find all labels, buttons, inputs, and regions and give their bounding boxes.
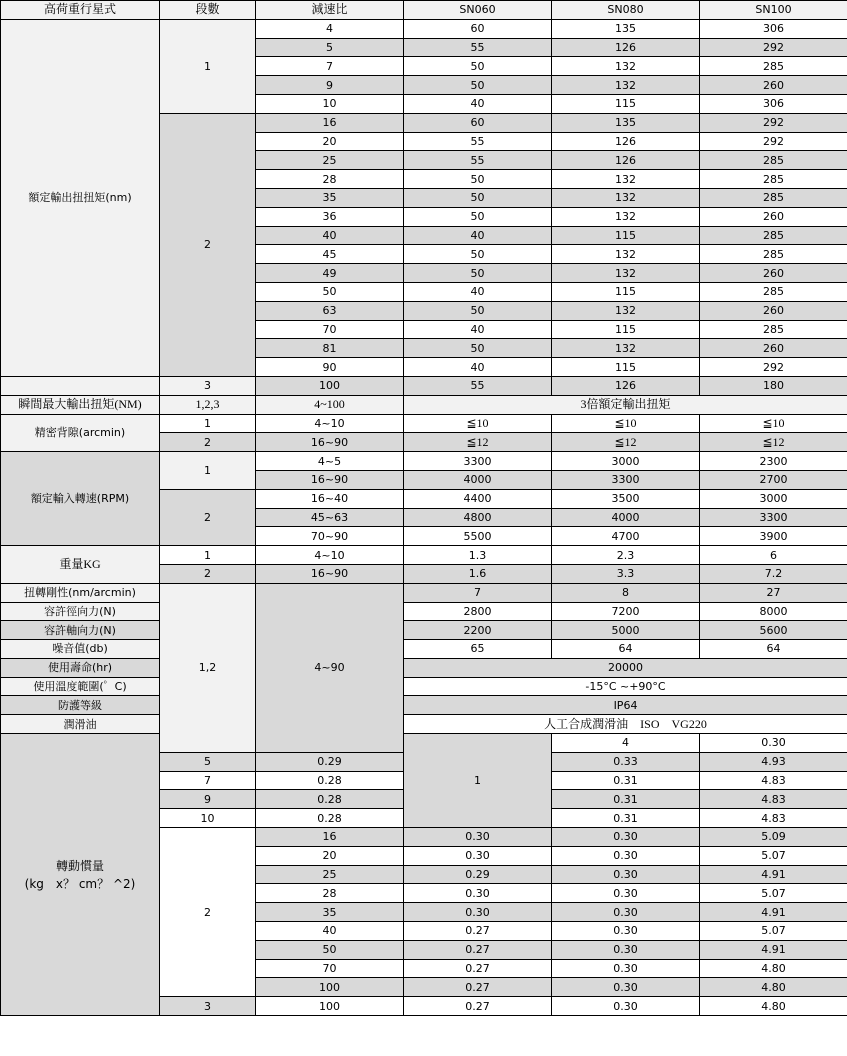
speed-cell: 2700 — [700, 470, 847, 489]
lube-row — [1, 715, 847, 734]
inertia-cell: 4.80 — [700, 978, 847, 997]
noise-label: 噪音值(db) — [1, 640, 160, 659]
ratio-cell: 40 — [256, 226, 404, 245]
torque-value-cell: 126 — [552, 38, 700, 57]
inertia-cell: 4.91 — [700, 903, 847, 922]
weight-cell: 4~10 — [256, 546, 404, 565]
header-model: 高荷重行星式 — [1, 1, 160, 20]
radial-label: 容許徑向力(N) — [1, 602, 160, 621]
torque-value-cell: 40 — [404, 94, 552, 113]
ratio-cell: 7 — [256, 57, 404, 76]
torque-value-cell: 126 — [552, 376, 700, 395]
inertia-stage-3: 3 — [160, 997, 256, 1016]
inertia-cell: 0.30 — [552, 959, 700, 978]
inertia-cell: 0.27 — [404, 940, 552, 959]
misc-stage: 1,2 — [160, 583, 256, 752]
inertia-cell: 0.30 — [700, 734, 847, 753]
speed-cell: 5500 — [404, 527, 552, 546]
header-sn100: SN100 — [700, 1, 847, 20]
inertia-cell: 0.30 — [552, 903, 700, 922]
ratio-cell: 49 — [256, 264, 404, 283]
inertia-cell: 0.30 — [552, 997, 700, 1016]
inertia-cell: 5.07 — [700, 922, 847, 941]
ratio-cell: 25 — [256, 151, 404, 170]
weight-cell: 6 — [700, 546, 847, 565]
torque-value-cell: 115 — [552, 320, 700, 339]
torque-value-cell: 115 — [552, 282, 700, 301]
inertia-cell: 70 — [256, 959, 404, 978]
peak-ratio: 4~100 — [256, 395, 404, 414]
torque-value-cell: 292 — [700, 38, 847, 57]
inertia-cell: 7 — [160, 771, 256, 790]
inertia-cell: 50 — [256, 940, 404, 959]
ratio-cell: 10 — [256, 94, 404, 113]
ratio-cell: 70 — [256, 320, 404, 339]
torque-value-cell: 55 — [404, 376, 552, 395]
speed-cell: 3000 — [552, 452, 700, 471]
torque-value-cell: 285 — [700, 282, 847, 301]
inertia-label-line2: (kg x？ cm？ ^2) — [24, 876, 136, 891]
stiffness-label: 扭轉剛性(nm/arcmin) — [1, 583, 160, 602]
ratio-cell: 4 — [256, 19, 404, 38]
speed-cell: 4~5 — [256, 452, 404, 471]
life-row — [1, 658, 847, 677]
torque-value-cell: 115 — [552, 358, 700, 377]
inertia-cell: 40 — [256, 922, 404, 941]
speed-cell: 3300 — [552, 470, 700, 489]
inertia-cell: 0.30 — [404, 884, 552, 903]
speed-stage-2: 2 — [160, 489, 256, 545]
torque-value-cell: 285 — [700, 245, 847, 264]
inertia-label — [1, 734, 160, 1016]
torque-value-cell: 55 — [404, 151, 552, 170]
inertia-cell: 0.27 — [404, 922, 552, 941]
torque-value-cell: 60 — [404, 113, 552, 132]
torque-value-cell: 180 — [700, 376, 847, 395]
torque-value-cell: 40 — [404, 282, 552, 301]
speed-cell: 3300 — [700, 508, 847, 527]
inertia-cell: 0.28 — [256, 809, 404, 828]
protection-label: 防護等級 — [1, 696, 160, 715]
inertia-cell: 0.30 — [404, 828, 552, 847]
inertia-cell: 0.28 — [256, 790, 404, 809]
torque-value-cell: 50 — [404, 57, 552, 76]
ratio-cell: 36 — [256, 207, 404, 226]
backlash-cell: ≦10 — [700, 414, 847, 433]
torque-value-cell: 50 — [404, 207, 552, 226]
torque-value-cell: 55 — [404, 132, 552, 151]
inertia-cell: 0.31 — [552, 790, 700, 809]
torque-value-cell: 55 — [404, 38, 552, 57]
torque-value-cell: 115 — [552, 226, 700, 245]
torque-value-cell: 260 — [700, 301, 847, 320]
speed-cell: 4400 — [404, 489, 552, 508]
torque-row — [1, 19, 847, 38]
inertia-cell: 4 — [552, 734, 700, 753]
inertia-cell: 4.91 — [700, 865, 847, 884]
inertia-cell: 0.33 — [552, 752, 700, 771]
torque-value-cell: 132 — [552, 339, 700, 358]
inertia-cell: 16 — [256, 828, 404, 847]
torque-value-cell: 306 — [700, 94, 847, 113]
peak-value: 3倍額定輸出扭矩 — [404, 395, 847, 414]
inertia-cell: 0.30 — [552, 828, 700, 847]
speed-label: 額定輸入轉速(RPM) — [1, 452, 160, 546]
backlash-cell: ≦12 — [552, 433, 700, 452]
header-sn060: SN060 — [404, 1, 552, 20]
speed-cell: 45~63 — [256, 508, 404, 527]
speed-cell: 4700 — [552, 527, 700, 546]
inertia-cell: 10 — [160, 809, 256, 828]
weight-cell: 3.3 — [552, 564, 700, 583]
header-ratio: 減速比 — [256, 1, 404, 20]
backlash-row — [1, 414, 847, 433]
speed-cell: 70~90 — [256, 527, 404, 546]
inertia-cell: 25 — [256, 865, 404, 884]
speed-cell: 4800 — [404, 508, 552, 527]
noise-cell: 65 — [404, 640, 552, 659]
peak-stage: 1,2,3 — [160, 395, 256, 414]
inertia-cell: 0.30 — [552, 940, 700, 959]
speed-cell: 16~40 — [256, 489, 404, 508]
torque-label: 額定輸出扭扭矩(nm) — [1, 19, 160, 376]
life-label: 使用壽命(hr) — [1, 658, 160, 677]
backlash-cell: ≦12 — [404, 433, 552, 452]
weight-cell: 2.3 — [552, 546, 700, 565]
backlash-cell: ≦10 — [552, 414, 700, 433]
weight-cell: 2 — [160, 564, 256, 583]
torque-value-cell: 285 — [700, 226, 847, 245]
inertia-cell: 4.83 — [700, 809, 847, 828]
axial-label: 容許軸向力(N) — [1, 621, 160, 640]
inertia-cell: 4.83 — [700, 771, 847, 790]
torque-value-cell: 132 — [552, 245, 700, 264]
torque-value-cell: 306 — [700, 19, 847, 38]
inertia-cell: 0.30 — [552, 846, 700, 865]
torque-value-cell: 50 — [404, 264, 552, 283]
weight-cell: 1 — [160, 546, 256, 565]
inertia-cell: 0.30 — [404, 846, 552, 865]
torque-value-cell: 132 — [552, 264, 700, 283]
stiffness-cell: 8 — [552, 583, 700, 602]
ratio-cell: 50 — [256, 282, 404, 301]
ratio-cell: 9 — [256, 76, 404, 95]
speed-cell: 3300 — [404, 452, 552, 471]
torque-value-cell: 60 — [404, 19, 552, 38]
torque-stage-2: 2 — [160, 113, 256, 376]
radial-cell: 7200 — [552, 602, 700, 621]
lube-label: 潤滑油 — [1, 715, 160, 734]
radial-cell: 8000 — [700, 602, 847, 621]
inertia-cell: 35 — [256, 903, 404, 922]
inertia-cell: 0.30 — [552, 884, 700, 903]
torque-value-cell: 292 — [700, 358, 847, 377]
inertia-label-line1: 轉動慣量 — [55, 858, 104, 873]
torque-value-cell: 40 — [404, 226, 552, 245]
torque-value-cell: 135 — [552, 19, 700, 38]
inertia-cell: 0.29 — [404, 865, 552, 884]
ratio-cell: 28 — [256, 170, 404, 189]
ratio-cell: 35 — [256, 188, 404, 207]
torque-stage-1: 1 — [160, 19, 256, 113]
inertia-cell: 0.31 — [552, 771, 700, 790]
inertia-cell: 5 — [160, 752, 256, 771]
radial-row — [1, 602, 847, 621]
torque-row — [1, 376, 847, 395]
inertia-cell: 4.80 — [700, 959, 847, 978]
protection-value: IP64 — [404, 696, 847, 715]
torque-value-cell: 50 — [404, 188, 552, 207]
speed-row — [1, 452, 847, 471]
torque-value-cell: 126 — [552, 132, 700, 151]
inertia-cell: 0.27 — [404, 978, 552, 997]
inertia-cell: 4.80 — [700, 997, 847, 1016]
speed-stage-1: 1 — [160, 452, 256, 490]
weight-cell: 1.6 — [404, 564, 552, 583]
torque-value-cell: 285 — [700, 320, 847, 339]
torque-value-cell: 40 — [404, 320, 552, 339]
speed-cell: 16~90 — [256, 470, 404, 489]
backlash-cell: ≦12 — [700, 433, 847, 452]
inertia-cell: 0.30 — [552, 922, 700, 941]
inertia-cell: 0.30 — [552, 978, 700, 997]
inertia-cell: 0.30 — [552, 865, 700, 884]
torque-value-cell: 292 — [700, 132, 847, 151]
weight-cell: 16~90 — [256, 564, 404, 583]
torque-value-cell: 40 — [404, 358, 552, 377]
ratio-cell: 90 — [256, 358, 404, 377]
lube-value: 人工合成潤滑油 ISO VG220 — [404, 715, 847, 734]
torque-value-cell: 260 — [700, 76, 847, 95]
torque-value-cell: 132 — [552, 170, 700, 189]
header-stage: 段數 — [160, 1, 256, 20]
ratio-cell: 5 — [256, 38, 404, 57]
backlash-cell: 16~90 — [256, 433, 404, 452]
torque-value-cell: 132 — [552, 301, 700, 320]
backlash-label: 精密背隙(arcmin) — [1, 414, 160, 452]
misc-ratio: 4~90 — [256, 583, 404, 752]
torque-value-cell: 126 — [552, 151, 700, 170]
ratio-cell: 100 — [256, 376, 404, 395]
inertia-row — [1, 734, 847, 753]
torque-value-cell: 132 — [552, 76, 700, 95]
inertia-cell: 0.29 — [256, 752, 404, 771]
speed-cell: 4000 — [404, 470, 552, 489]
temp-label: 使用溫度範圍(゜C) — [1, 677, 160, 696]
torque-value-cell: 285 — [700, 188, 847, 207]
torque-label-cont — [1, 376, 160, 395]
torque-value-cell: 132 — [552, 57, 700, 76]
ratio-cell: 63 — [256, 301, 404, 320]
inertia-cell: 4.83 — [700, 790, 847, 809]
speed-cell: 4000 — [552, 508, 700, 527]
protection-row — [1, 696, 847, 715]
temp-value: -15°C ~+90°C — [404, 677, 847, 696]
inertia-stage-1: 1 — [404, 734, 552, 828]
torque-value-cell: 132 — [552, 207, 700, 226]
life-value: 20000 — [404, 658, 847, 677]
stiffness-cell: 7 — [404, 583, 552, 602]
inertia-cell: 9 — [160, 790, 256, 809]
torque-value-cell: 260 — [700, 339, 847, 358]
axial-cell: 5000 — [552, 621, 700, 640]
backlash-cell: 2 — [160, 433, 256, 452]
torque-value-cell: 132 — [552, 188, 700, 207]
weight-label: 重量KG — [1, 546, 160, 584]
peak-label: 瞬間最大輸出扭矩(NM) — [1, 395, 160, 414]
torque-value-cell: 50 — [404, 76, 552, 95]
radial-cell: 2800 — [404, 602, 552, 621]
stiffness-cell: 27 — [700, 583, 847, 602]
torque-value-cell: 285 — [700, 57, 847, 76]
header-row — [1, 1, 847, 20]
inertia-cell: 28 — [256, 884, 404, 903]
torque-value-cell: 50 — [404, 339, 552, 358]
noise-cell: 64 — [700, 640, 847, 659]
inertia-cell: 100 — [256, 997, 404, 1016]
backlash-cell: ≦10 — [404, 414, 552, 433]
inertia-cell: 5.07 — [700, 846, 847, 865]
torque-stage-3: 3 — [160, 376, 256, 395]
torque-value-cell: 285 — [700, 151, 847, 170]
backlash-cell: 1 — [160, 414, 256, 433]
axial-row — [1, 621, 847, 640]
noise-cell: 64 — [552, 640, 700, 659]
axial-cell: 5600 — [700, 621, 847, 640]
inertia-cell: 5.09 — [700, 828, 847, 847]
noise-row — [1, 640, 847, 659]
torque-value-cell: 260 — [700, 207, 847, 226]
torque-value-cell: 135 — [552, 113, 700, 132]
torque-value-cell: 50 — [404, 170, 552, 189]
inertia-cell: 20 — [256, 846, 404, 865]
weight-row — [1, 546, 847, 565]
torque-value-cell: 292 — [700, 113, 847, 132]
inertia-cell: 5.07 — [700, 884, 847, 903]
ratio-cell: 20 — [256, 132, 404, 151]
inertia-cell: 0.30 — [404, 903, 552, 922]
inertia-cell: 4.91 — [700, 940, 847, 959]
torque-value-cell: 115 — [552, 94, 700, 113]
inertia-cell: 0.27 — [404, 959, 552, 978]
inertia-cell: 4.93 — [700, 752, 847, 771]
weight-cell: 7.2 — [700, 564, 847, 583]
peak-row — [1, 395, 847, 414]
stiffness-row — [1, 583, 847, 602]
ratio-cell: 45 — [256, 245, 404, 264]
torque-value-cell: 260 — [700, 264, 847, 283]
torque-value-cell: 50 — [404, 301, 552, 320]
inertia-cell: 0.28 — [256, 771, 404, 790]
speed-cell: 3000 — [700, 489, 847, 508]
inertia-cell: 100 — [256, 978, 404, 997]
backlash-cell: 4~10 — [256, 414, 404, 433]
speed-cell: 3900 — [700, 527, 847, 546]
torque-value-cell: 285 — [700, 170, 847, 189]
axial-cell: 2200 — [404, 621, 552, 640]
inertia-cell: 0.27 — [404, 997, 552, 1016]
speed-cell: 3500 — [552, 489, 700, 508]
inertia-cell: 0.31 — [552, 809, 700, 828]
temp-row — [1, 677, 847, 696]
inertia-stage-2: 2 — [160, 828, 256, 997]
weight-cell: 1.3 — [404, 546, 552, 565]
header-sn080: SN080 — [552, 1, 700, 20]
ratio-cell: 16 — [256, 113, 404, 132]
spec-table-body — [1, 1, 847, 1016]
ratio-cell: 81 — [256, 339, 404, 358]
speed-cell: 2300 — [700, 452, 847, 471]
torque-value-cell: 50 — [404, 245, 552, 264]
